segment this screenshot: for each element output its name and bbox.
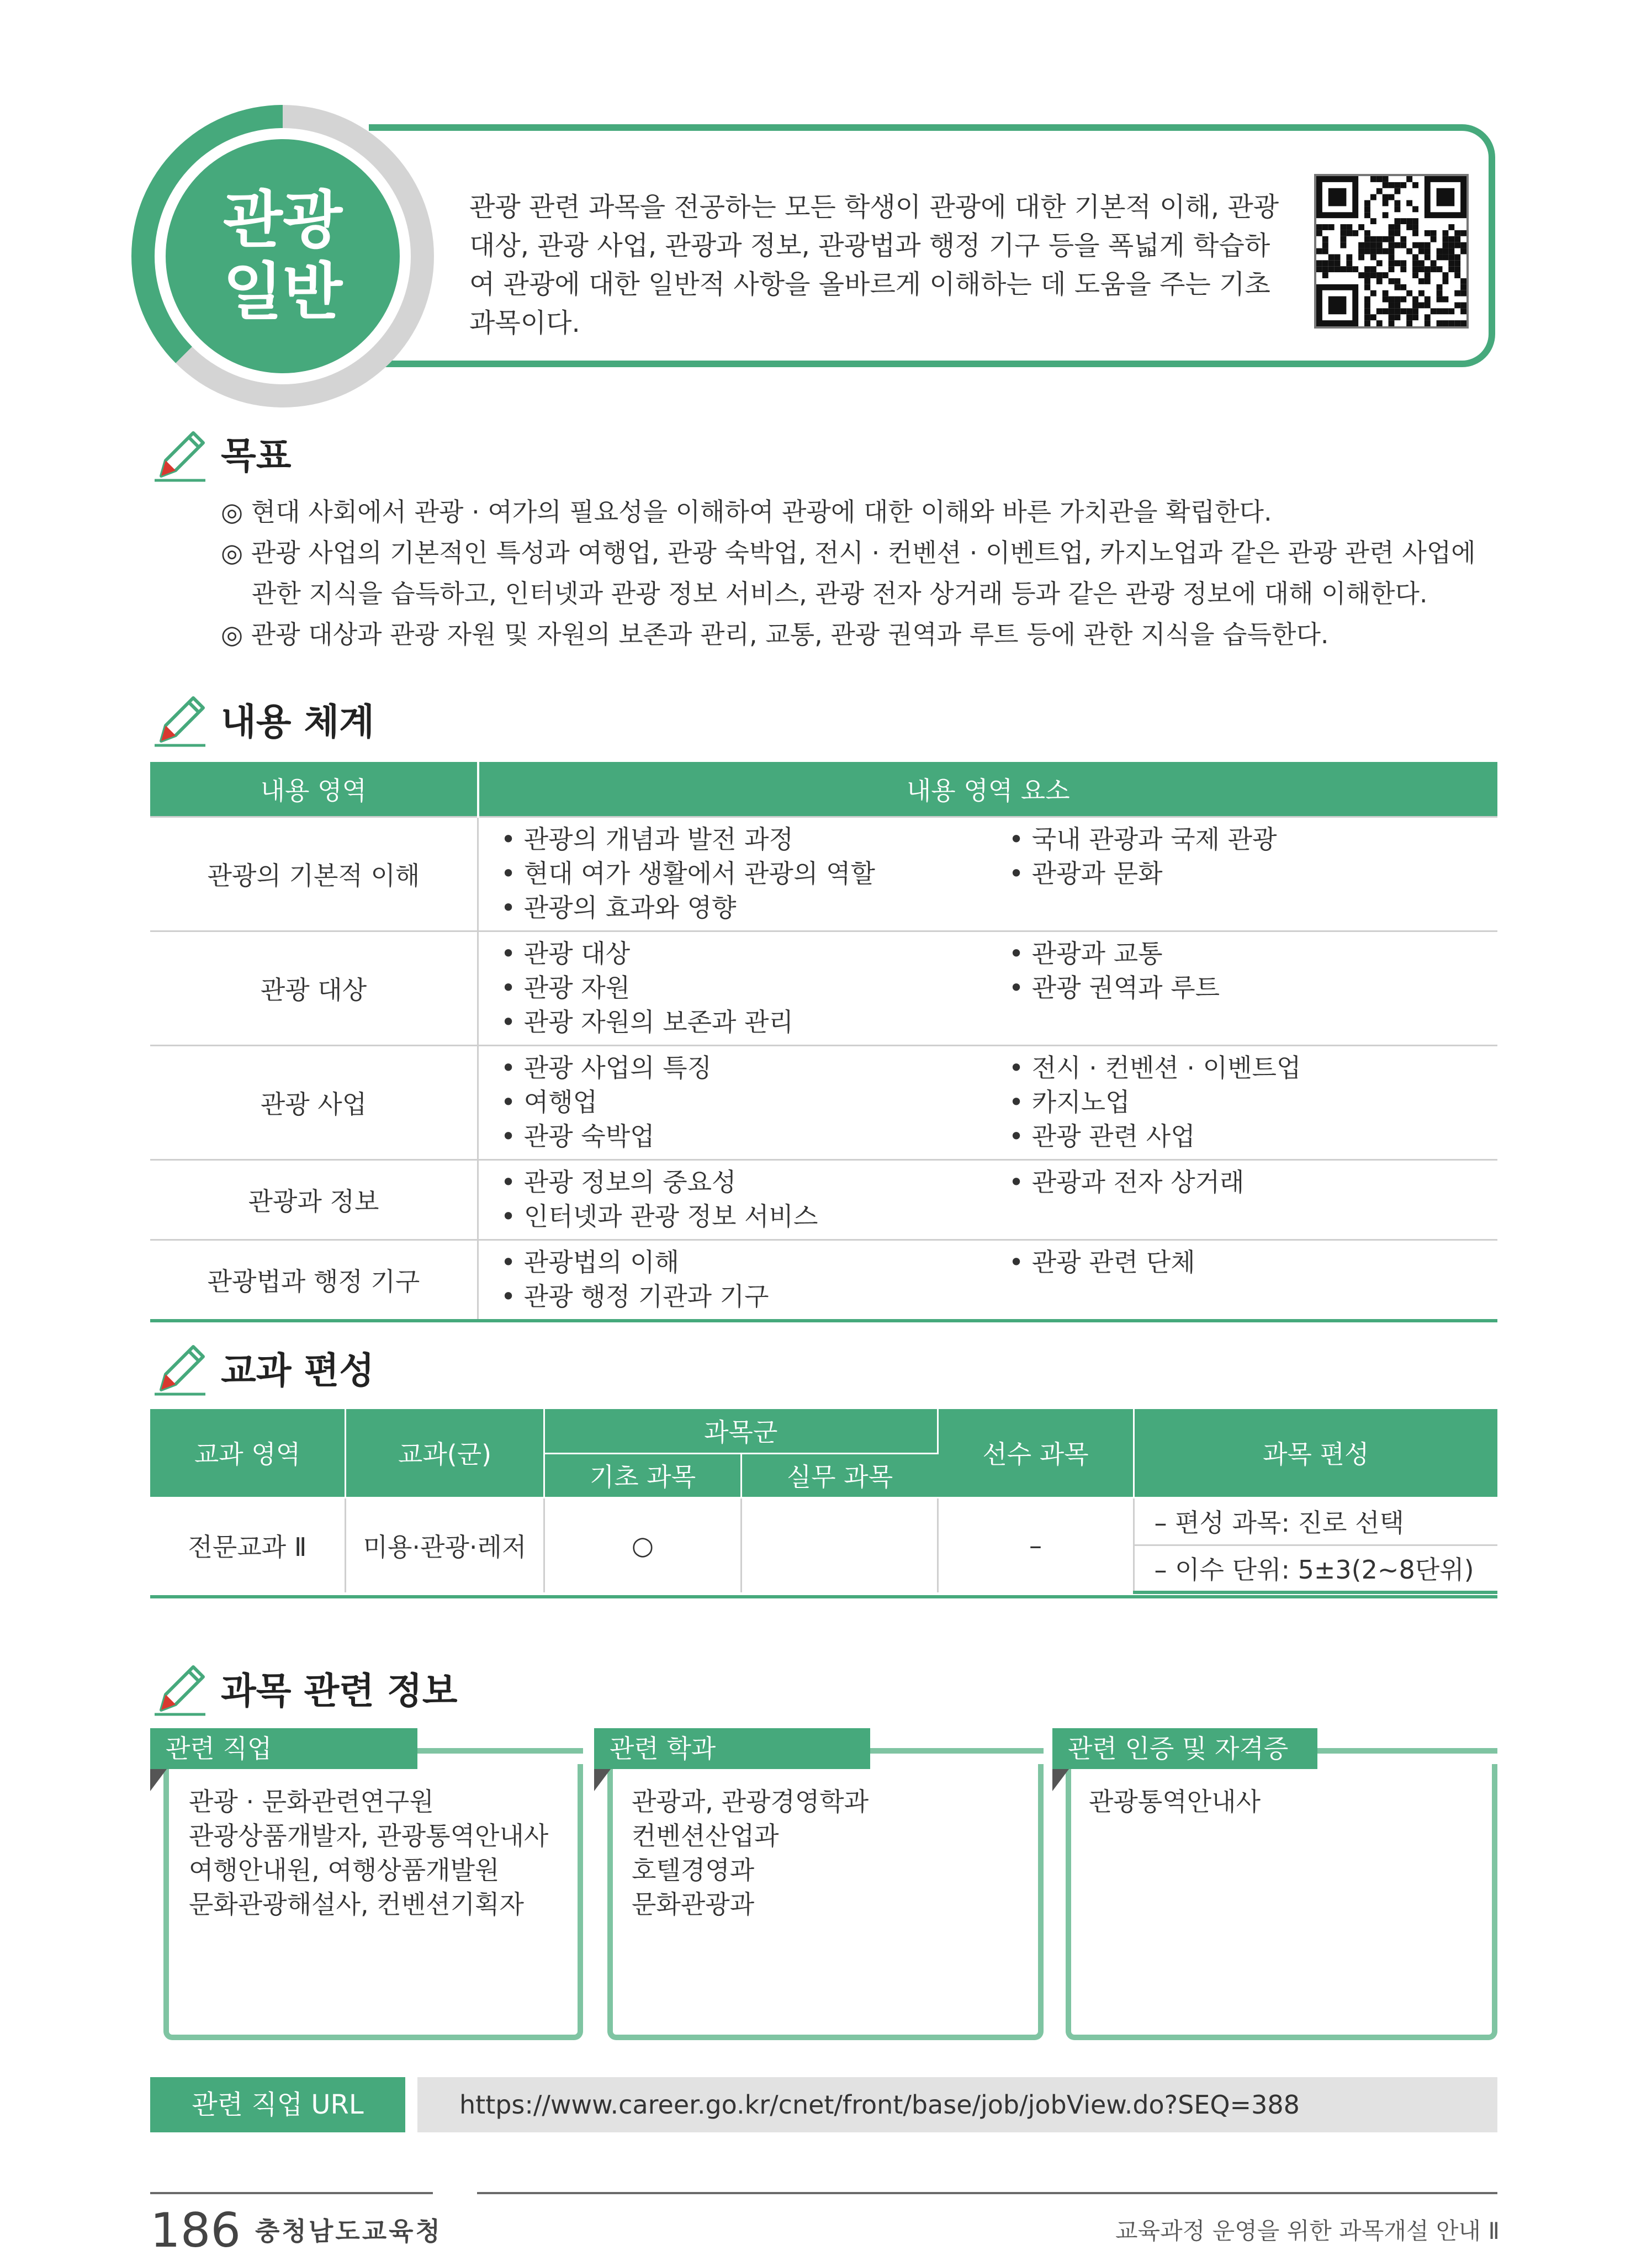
list-item: • 관광 정보의 중요성	[501, 1165, 987, 1199]
curriculum-composition-1: – 편성 과목: 진로 선택	[1134, 1497, 1497, 1545]
goals-list	[221, 491, 1502, 655]
list-item: • 관광의 효과와 영향	[501, 891, 987, 925]
pencil-icon	[150, 1339, 211, 1400]
related-jobs-tab: 관련 직업	[150, 1728, 417, 1769]
header-composition: 과목 편성	[1134, 1409, 1497, 1497]
content-area-cell: 관광 사업	[150, 1046, 478, 1160]
curriculum-table	[150, 1409, 1497, 1594]
table-row	[150, 1160, 1497, 1240]
tab-fold-shadow	[594, 1769, 611, 1791]
list-item: 관광 · 문화관련연구원	[189, 1787, 434, 1817]
list-item: • 관광과 교통	[1009, 936, 1497, 971]
content-elements-right	[987, 1046, 1497, 1160]
content-table	[150, 762, 1497, 1322]
related-heading: 과목 관련 정보	[221, 1670, 458, 1712]
list-item: • 관광 관련 사업	[1009, 1119, 1497, 1153]
list-item: 문화관광해설사, 컨벤션기획자	[189, 1889, 524, 1919]
publisher: 충청남도교육청	[255, 2216, 443, 2246]
header-prereq: 선수 과목	[938, 1409, 1134, 1497]
job-url-label: 관련 직업 URL	[150, 2077, 405, 2132]
list-item: • 국내 관광과 국제 관광	[1009, 822, 1497, 856]
header-content-area: 내용 영역	[150, 762, 478, 817]
list-item: • 현대 여가 생활에서 관광의 역할	[501, 856, 987, 891]
table-row	[150, 1497, 1497, 1545]
subject-description: 관광 관련 과목을 전공하는 모든 학생이 관광에 대한 기본적 이해, 관광 대상, 관광 사업, 관광과 정보, 관광법과 행정 기구 등을 폭넓게 학습하여 관광에 대한 일반적 사항을 올바르게 이해하는 데 도움을 주는 기초 과목이다.	[469, 192, 1279, 338]
content-elements-right	[987, 1160, 1497, 1240]
content-elements-left	[478, 1160, 987, 1240]
content-elements-right	[987, 817, 1497, 931]
header-content-elements: 내용 영역 요소	[478, 762, 1498, 817]
table-header-row	[150, 1409, 1497, 1453]
header-practical: 실무 과목	[742, 1453, 938, 1497]
header-subject: 교과(군)	[346, 1409, 544, 1497]
list-item: 문화관광과	[632, 1889, 755, 1919]
list-item: 관광과, 관광경영학과	[632, 1787, 869, 1817]
content-elements-left	[478, 1046, 987, 1160]
list-item: • 관광 숙박업	[501, 1119, 987, 1153]
list-item: • 관광 관련 단체	[1009, 1245, 1497, 1279]
list-item: 관광통역안내사	[1089, 1787, 1261, 1817]
table-bottom-rule	[150, 1595, 1497, 1598]
content-area-cell: 관광의 기본적 이해	[150, 817, 478, 931]
related-certs-list	[1089, 1785, 1261, 1819]
page-number: 186	[150, 2203, 241, 2258]
content-elements-right	[987, 1240, 1497, 1321]
goal-item: ◎ 관광 대상과 관광 자원 및 자원의 보존과 관리, 교통, 관광 권역과 루트 등에 관한 지식을 습득한다.	[221, 619, 1329, 649]
content-area-cell: 관광법과 행정 기구	[150, 1240, 478, 1321]
header-group: 과목군	[544, 1409, 938, 1453]
list-item: • 카지노업	[1009, 1085, 1497, 1119]
list-item: • 인터넷과 관광 정보 서비스	[501, 1199, 987, 1233]
curriculum-prereq-cell: –	[938, 1497, 1134, 1592]
subject-title-line2: 일반	[223, 256, 343, 328]
curriculum-practical-cell	[742, 1497, 938, 1592]
qr-code-icon[interactable]	[1314, 174, 1469, 329]
list-item: 관광상품개발자, 관광통역안내사	[189, 1821, 549, 1851]
header-area: 교과 영역	[150, 1409, 346, 1497]
list-item: 여행안내원, 여행상품개발원	[189, 1855, 500, 1885]
pencil-icon	[150, 690, 211, 751]
list-item: • 관광과 문화	[1009, 856, 1497, 891]
subject-title-line1: 관광	[223, 184, 343, 256]
list-item: 호텔경영과	[632, 1855, 755, 1885]
list-item: • 전시 · 컨벤션 · 이벤트업	[1009, 1051, 1497, 1085]
goal-item: ◎ 현대 사회에서 관광 · 여가의 필요성을 이해하여 관광에 대한 이해와 바른 가치관을 확립한다.	[221, 497, 1272, 527]
curriculum-basic-cell: ○	[544, 1497, 742, 1592]
list-item: 컨벤션산업과	[632, 1821, 779, 1851]
related-certs-tab: 관련 인증 및 자격증	[1052, 1728, 1317, 1769]
list-item: • 관광과 전자 상거래	[1009, 1165, 1497, 1199]
list-item: • 관광의 개념과 발전 과정	[501, 822, 987, 856]
goals-heading: 목표	[221, 435, 292, 477]
table-row	[150, 1240, 1497, 1321]
list-item: • 여행업	[501, 1085, 987, 1119]
table-row	[150, 931, 1497, 1046]
list-item: • 관광 사업의 특징	[501, 1051, 987, 1085]
header-basic: 기초 과목	[544, 1453, 742, 1497]
pencil-icon	[150, 425, 211, 486]
job-url-link[interactable]: https://www.career.go.kr/cnet/front/base/job/jobView.do?SEQ=388	[417, 2077, 1497, 2132]
tab-fold-shadow	[1052, 1769, 1069, 1791]
table-header-row	[150, 762, 1497, 817]
curriculum-heading: 교과 편성	[221, 1349, 375, 1392]
tab-fold-shadow	[150, 1769, 167, 1791]
goal-item: ◎ 관광 사업의 기본적인 특성과 여행업, 관광 숙박업, 전시 · 컨벤션 · 이벤트업, 카지노업과 같은 관광 관련 사업에 관한 지식을 습득하고, 인터넷과 관광 정보 서비스, 관광 전자 상거래 등과 같은 관광 정보에 대해 이해한다.	[221, 538, 1476, 608]
list-item: • 관광 자원의 보존과 관리	[501, 1005, 987, 1039]
related-departments-tab: 관련 학과	[594, 1728, 870, 1769]
table-row	[150, 817, 1497, 931]
curriculum-area-cell: 전문교과 Ⅱ	[150, 1497, 346, 1592]
content-elements-right	[987, 931, 1497, 1046]
document-title: 교육과정 운영을 위한 과목개설 안내 Ⅱ	[1115, 2217, 1500, 2244]
related-departments-list	[632, 1785, 869, 1921]
content-elements-left	[478, 1240, 987, 1321]
list-item: • 관광 자원	[501, 971, 987, 1005]
list-item: • 관광 행정 기관과 기구	[501, 1279, 987, 1314]
footer-rule-right	[477, 2192, 1497, 2194]
content-area-cell: 관광 대상	[150, 931, 478, 1046]
footer-rule-left	[150, 2192, 433, 2194]
list-item: • 관광 권역과 루트	[1009, 971, 1497, 1005]
content-area-cell: 관광과 정보	[150, 1160, 478, 1240]
list-item: • 관광 대상	[501, 936, 987, 971]
curriculum-composition-2: – 이수 단위: 5±3(2~8단위)	[1134, 1545, 1497, 1592]
curriculum-subject-cell: 미용·관광·레저	[346, 1497, 544, 1592]
content-elements-left	[478, 931, 987, 1046]
pencil-icon	[150, 1659, 211, 1720]
table-row	[150, 1046, 1497, 1160]
content-heading: 내용 체계	[221, 701, 375, 743]
related-jobs-list	[189, 1785, 548, 1921]
list-item: • 관광법의 이해	[501, 1245, 987, 1279]
content-elements-left	[478, 817, 987, 931]
subject-title-badge	[166, 139, 400, 373]
